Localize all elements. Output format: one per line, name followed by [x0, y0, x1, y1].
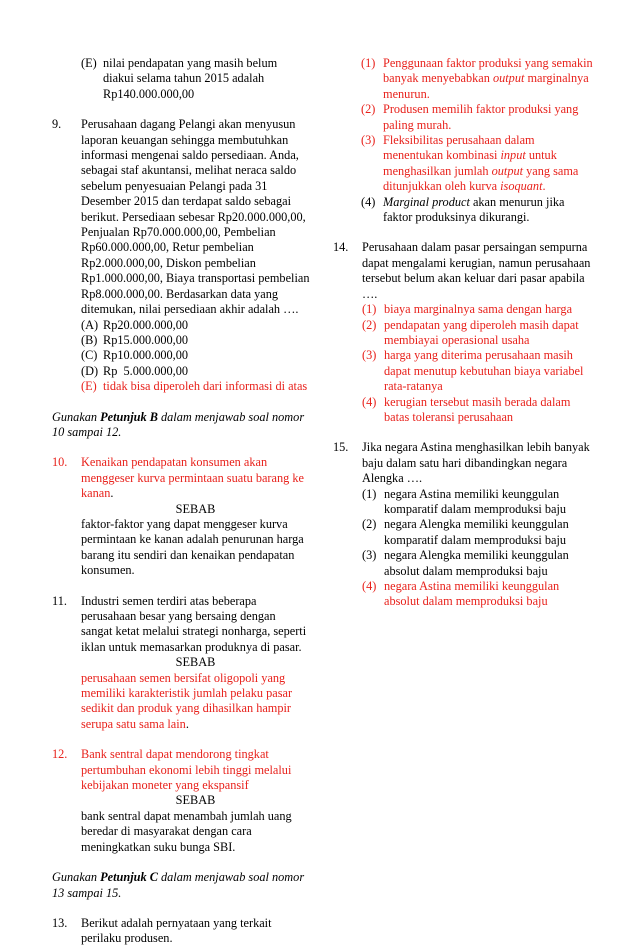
item-label: (2) — [362, 317, 377, 332]
reason-period: . — [185, 716, 189, 731]
item-label: (1) — [362, 302, 377, 317]
question-statement: Kenaikan pendapatan konsumen akan menggeser kurva permintaan suatu barang ke kanan — [81, 455, 304, 501]
option-a — [81, 318, 310, 333]
question-number: 15. — [333, 440, 349, 455]
statement-period: . — [110, 486, 114, 501]
option-c — [81, 348, 310, 363]
item-term: output — [491, 163, 524, 178]
question-number: 13. — [52, 915, 68, 930]
item-text: harga yang diterima perusahaan masih dapat menutup kebutuhan biaya variabel rata-ratanya — [384, 348, 584, 394]
option-label: (B) — [81, 332, 98, 347]
item-text: . — [542, 179, 546, 194]
item-4 — [362, 395, 595, 426]
option-text: Rp 5.000.000,00 — [103, 363, 189, 378]
instruction-petunjuk-c — [52, 870, 310, 901]
item-4 — [362, 579, 595, 610]
item-text: yang sama ditunjukkan oleh kurva — [383, 163, 579, 194]
sebab-label: SEBAB — [175, 655, 216, 670]
question-10 — [52, 455, 310, 578]
item-term: isoquant — [500, 179, 543, 194]
option-text: Rp15.000.000,00 — [103, 332, 189, 347]
option-b — [81, 333, 310, 348]
item-label: (3) — [361, 133, 376, 148]
item-term: Marginal product — [383, 194, 470, 209]
item-text: Fleksibilitas perusahaan dalam menentukan kombinasi — [383, 133, 535, 163]
item-text: Penggunaan faktor produksi yang semakin banyak menyebabkan — [383, 56, 593, 86]
item-text: negara Alengka memiliki keunggulan absolut dalam memproduksi baju — [384, 548, 569, 578]
item-label: (3) — [362, 548, 377, 563]
option-label: (D) — [81, 363, 99, 378]
question-number: 10. — [52, 455, 68, 470]
item-3 — [362, 548, 595, 579]
item-text: negara Astina memiliki keunggulan komparatif dalam memproduksi baju — [384, 486, 567, 516]
q13-items — [333, 56, 595, 225]
option-label: (E) — [81, 379, 97, 394]
item-term: output — [492, 71, 525, 86]
instruction-prefix: Gunakan — [52, 870, 101, 885]
item-text: untuk menghasilkan jumlah — [383, 148, 557, 178]
question-stem: Berikut adalah pernyataan yang terkait perilaku produsen. — [81, 915, 272, 946]
question-12 — [52, 747, 310, 855]
question-reason: bank sentral dapat menambah jumlah uang beredar di masyarakat dengan cara meningkatkan suku bunga SBI. — [81, 808, 292, 854]
option-text: Rp10.000.000,00 — [103, 348, 189, 363]
question-15 — [333, 440, 595, 609]
question-number: 14. — [333, 240, 349, 255]
question-13 — [52, 916, 310, 947]
question-11 — [52, 594, 310, 733]
item-text: marginalnya menurun. — [383, 71, 589, 101]
question-9 — [52, 117, 310, 394]
instruction-petunjuk: Petunjuk C — [100, 870, 158, 885]
option-label: (E) — [81, 56, 97, 70]
question-stem: Jika negara Astina menghasilkan lebih banyak baju dalam satu hari dibandingkan negara Alengka …. — [362, 440, 590, 486]
statement-4 — [361, 195, 595, 226]
item-label: (4) — [361, 194, 376, 209]
question-stem: Perusahaan dalam pasar persaingan sempurna dapat mengalami kerugian, namun perusahaan tersebut belum akan keluar dari pasar apabila …. — [362, 240, 591, 301]
option-label: (A) — [81, 317, 99, 332]
question-number: 12. — [52, 747, 68, 762]
option-e — [81, 379, 310, 394]
sebab-label: SEBAB — [175, 793, 216, 808]
question-14 — [333, 240, 595, 425]
question-number: 9. — [52, 117, 62, 132]
item-3 — [362, 348, 595, 394]
item-term: input — [500, 148, 526, 163]
item-text: negara Astina memiliki keunggulan absolut dalam memproduksi baju — [384, 579, 560, 609]
item-text: biaya marginalnya sama dengan harga — [384, 302, 573, 317]
instruction-suffix: dalam menjawab soal nomor 13 sampai 15. — [52, 870, 305, 900]
instruction-prefix: Gunakan — [52, 409, 101, 424]
option-label: (C) — [81, 348, 98, 363]
option-text: Rp20.000.000,00 — [103, 317, 189, 332]
option-text: tidak bisa diperoleh dari informasi di atas — [103, 379, 308, 394]
statement-3 — [361, 133, 595, 195]
item-text: negara Alengka memiliki keunggulan komparatif dalam memproduksi baju — [384, 517, 569, 547]
option-d — [81, 364, 310, 379]
item-label: (4) — [362, 394, 377, 409]
right-column — [333, 56, 595, 610]
item-label: (1) — [361, 56, 376, 70]
question-number: 11. — [52, 593, 67, 608]
item-2 — [362, 517, 595, 548]
question-reason: faktor-faktor yang dapat menggeser kurva permintaan ke kanan adalah penurunan harga barang itu sendiri dan kenaikan pendapatan konsumen. — [81, 516, 304, 578]
option-text: nilai pendapatan yang masih belum diakui selama tahun 2015 adalah Rp140.000.000,00 — [103, 56, 278, 101]
item-label: (3) — [362, 348, 377, 363]
item-2 — [362, 318, 595, 349]
question-stem: Perusahaan dagang Pelangi akan menyusun laporan keuangan sehingga membutuhkan informasi mengenai saldo persediaan. Anda, sebagai staf akuntansi, melihat neraca saldo sebelum penyesuaian Pelangi pada 31 Desember 2015 dan terdapat saldo sebagai berikut. Persediaan sebesar Rp20.000.000,00, Penjualan Rp70.000.000,00, Pembelian Rp60.000.000,00, Retur pembelian Rp2.000.000,00, Diskon pembelian Rp1.000.000,00, Biaya transportasi pembelian Rp8.000.000,00. Berdasarkan data yang ditemukan, nilai persediaan akhir adalah …. — [81, 117, 310, 317]
statement-2 — [361, 102, 595, 133]
item-1 — [362, 487, 595, 518]
instruction-petunjuk: Petunjuk B — [100, 409, 158, 424]
question-reason: perusahaan semen bersifat oligopoli yang memiliki karakteristik jumlah pelaku pasar sedikit dan produk yang dihasilkan hampir serupa satu sama lain — [81, 670, 293, 731]
item-text: akan menurun jika faktor produksinya dikurangi. — [383, 194, 565, 225]
item-text: kerugian tersebut masih berada dalam batas toleransi perusahaan — [384, 394, 571, 424]
item-label: (4) — [362, 579, 377, 593]
statement-1 — [361, 56, 595, 102]
left-column — [52, 56, 310, 947]
instruction-petunjuk-b — [52, 410, 310, 441]
question-statement: Industri semen terdiri atas beberapa perusahaan besar yang bersaing dengan sangat ketat melalui strategi nonharga, seperti iklan untuk memasarkan produknya di pasar. — [81, 593, 307, 654]
item-label: (1) — [362, 486, 377, 501]
item-text: pendapatan yang diperoleh masih dapat membiayai operasional usaha — [384, 317, 579, 347]
item-text: Produsen memilih faktor produksi yang paling murah. — [383, 102, 579, 132]
item-label: (2) — [362, 517, 377, 532]
item-1 — [362, 302, 595, 317]
question-statement: Bank sentral dapat mendorong tingkat pertumbuhan ekonomi lebih tinggi melalui kebijakan moneter yang ekspansif — [81, 747, 292, 793]
sebab-label: SEBAB — [175, 501, 216, 516]
item-label: (2) — [361, 102, 376, 117]
instruction-suffix: dalam menjawab soal nomor 10 sampai 12. — [52, 409, 305, 439]
q8-option-e — [52, 56, 310, 102]
